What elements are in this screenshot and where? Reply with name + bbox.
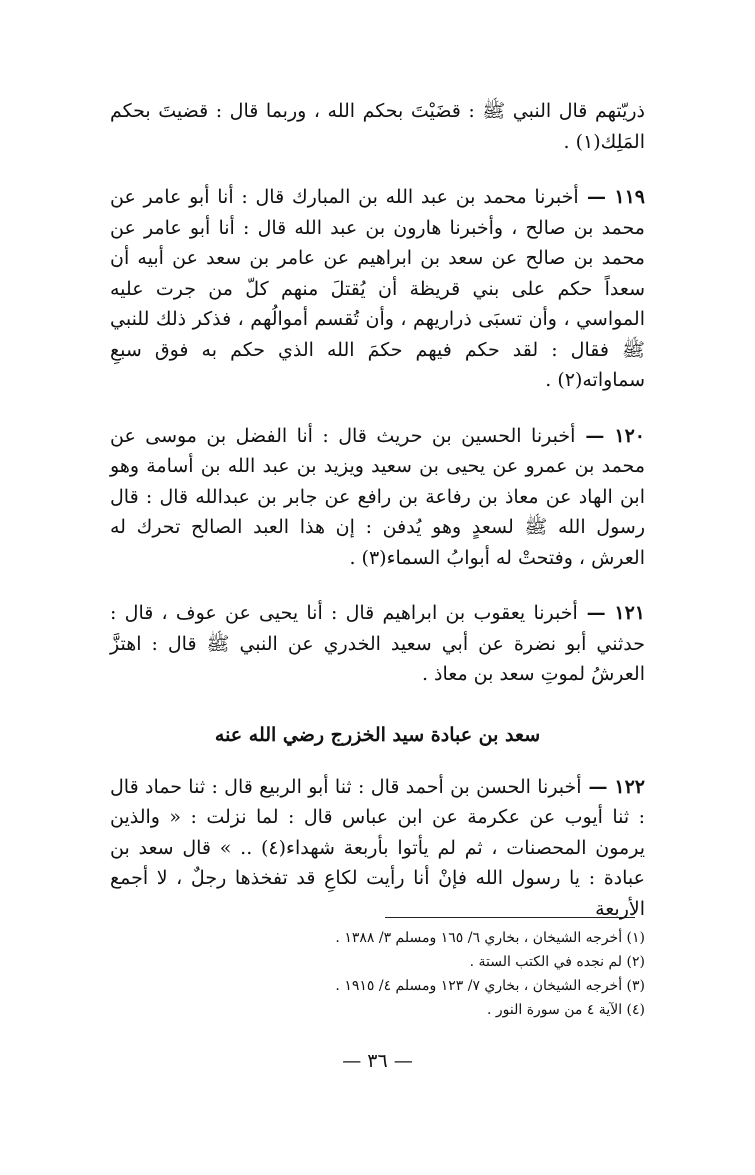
hadith-number: ١٢٠ — [575, 424, 645, 447]
page-body [110, 96, 645, 924]
hadith-number: ١٢٢ — [581, 775, 645, 798]
footnote-4: (٤) الآية ٤ من سورة النور . [486, 1002, 645, 1018]
paragraph-text: أخبرنا الحسين بن حريث قال : أنا الفضل بن موسى عن محمد بن عمرو عن يحيى بن سعيد ويزيد بن عبد الله بن أسامة وهو ابن الهاد عن معاذ بن رفاعة بن رافع عن جابر بن عبدالله قال : قال رسول الله ﷺ لسعدٍ وهو يُدفن : إن هذا العبد الصالح تحرك له العرش ، وفتحتْ له أبوابُ السماء(٣) . [110, 424, 645, 569]
hadith-121 [110, 598, 645, 690]
hadith-120 [110, 421, 645, 574]
hadith-119 [110, 182, 645, 396]
footnote-1: (١) أخرجه الشيخان ، بخاري ٦/ ١٦٥ ومسلم ٣/ ١٣٨٨ . [335, 930, 645, 946]
section-heading: سعد بن عبادة سيد الخزرج رضي الله عنه [214, 723, 541, 746]
footnote-divider [385, 917, 635, 918]
paragraph-text: أخبرنا يعقوب بن ابراهيم قال : أنا يحيى عن عوف ، قال : حدثني أبو نضرة عن أبي سعيد الخدري عن النبي ﷺ قال : اهتزَّ العرشُ لموتِ سعد بن معاذ . [110, 602, 645, 685]
hadith-number: ١١٩ — [578, 186, 645, 208]
paragraph-text: أخبرنا محمد بن عبد الله بن المبارك قال : أنا أبو عامر عن محمد بن صالح ، وأخبرنا هارون بن عبد الله قال : أنا أبو عامر عن محمد بن صالح عن سعد بن ابراهيم عن عامر بن سعد عن أبيه أن سعداً حكم على بني قريظة أن يُقتلَ منهم كلّ من جرت عليه المواسي ، وأن تسبَى ذراريهم ، وأن تُقسم أموالُهم ، فذكر ذلك للنبي ﷺ فقال : لقد حكم فيهم حكمَ الله الذي حكم به فوق سبعِ سماواته(٢) . [110, 186, 645, 391]
page-number: — ٣٦ — [342, 1050, 413, 1072]
hadith-number: ١٢١ — [577, 602, 646, 624]
paragraph-continuation [110, 96, 645, 157]
footnote-2: (٢) لم نجده في الكتب الستة . [469, 954, 645, 970]
footnotes [300, 926, 645, 1022]
paragraph-text: ذريّتهم قال النبي ﷺ : قضَيْتَ بحكم الله ، وربما قال : قضيتَ بحكم المَلِك(١) . [110, 100, 645, 153]
hadith-122 [110, 772, 645, 925]
paragraph-text: أخبرنا الحسن بن أحمد قال : ثنا أبو الربيع قال : ثنا حماد قال : ثنا أيوب عن عكرمة عن ابن عباس قال : لما نزلت : « والذين يرمون المحصنات ، ثم لم يأتوا بأربعة شهداء(٤) .. » قال سعد بن عبادة : يا رسول الله فإنْ أنا رأيت لكاعِ قد تفخذها رجلٌ ، لا أجمع الأربعة [110, 775, 645, 920]
footnote-3: (٣) أخرجه الشيخان ، بخاري ٧/ ١٢٣ ومسلم ٤/ ١٩١٥ . [335, 978, 645, 994]
